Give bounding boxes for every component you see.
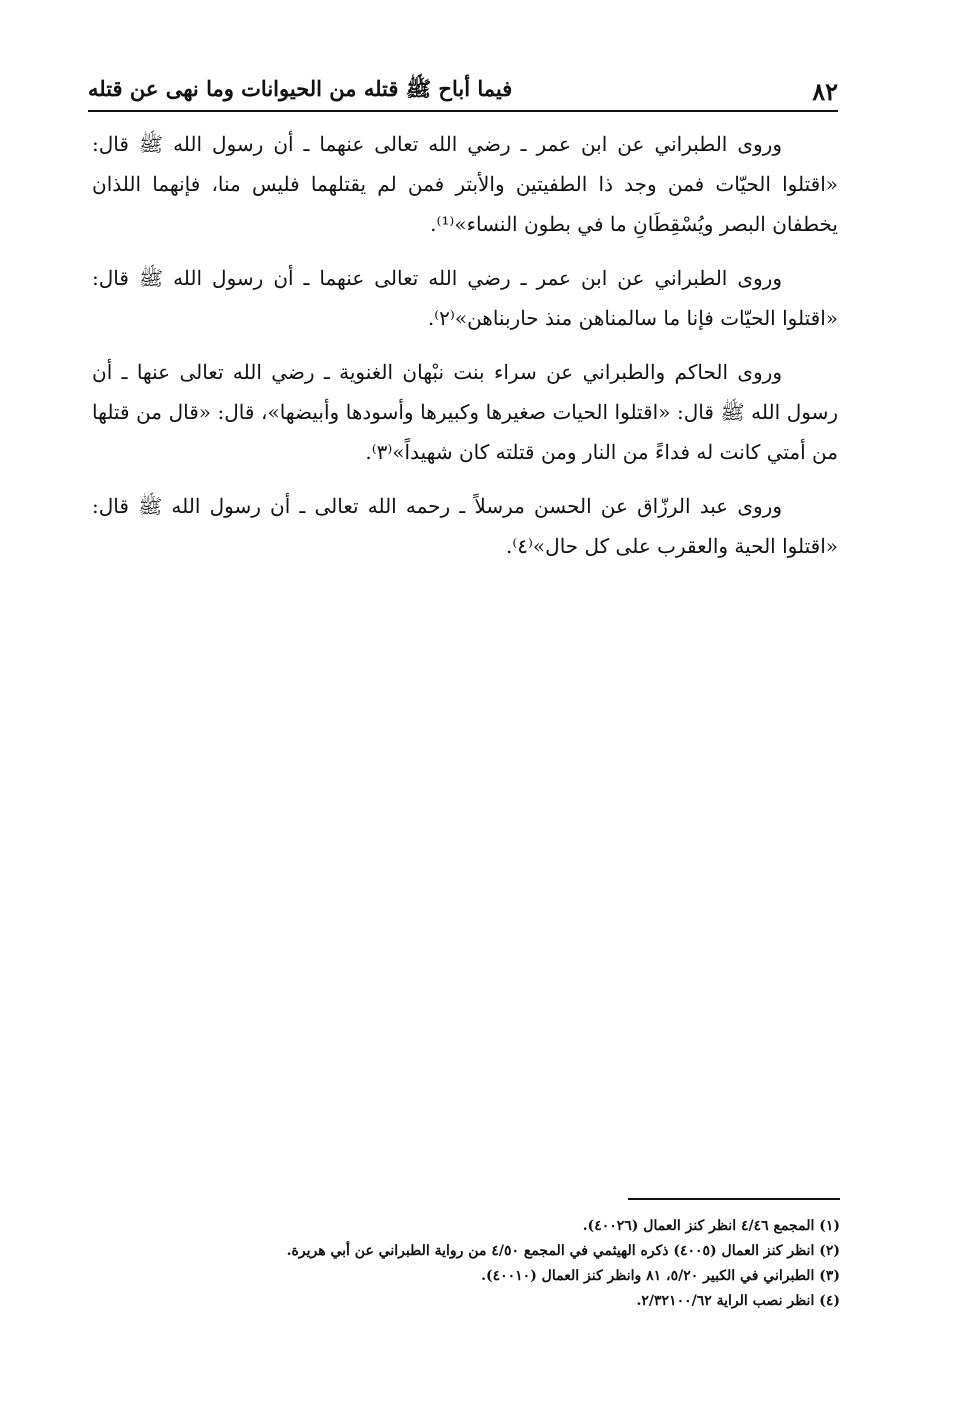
paragraph: وروى الحاكم والطبراني عن سراء بنت نبْهان الغنوية ـ رضي الله تعالى عنها ـ أن رسول الله ﷺ قال: «اقتلوا الحيات صغيرها وكبيرها وأسودها وأبيضها»، قال: «قال من قتلها من أمتي كانت له فداءً من النار ومن قتلته كان شهيداً»⁽٣⁾. xyxy=(92,360,838,464)
footnote: (٤) انظر نصب الراية ٢/٣٢١٠٠/٦٢. xyxy=(636,1293,840,1309)
footnote-divider xyxy=(628,1198,840,1200)
paragraph: وروى عبد الرزّاق عن الحسن مرسلاً ـ رحمه الله تعالى ـ أن رسول الله ﷺ قال: «اقتلوا الحية والعقرب على كل حال»⁽٤⁾. xyxy=(92,494,838,558)
footnotes xyxy=(160,1214,840,1314)
paragraph: وروى الطبراني عن ابن عمر ـ رضي الله تعالى عنهما ـ أن رسول الله ﷺ قال: «اقتلوا الحيّات فإنا ما سالمناهن منذ حاربناهن»⁽٢⁾. xyxy=(92,266,838,330)
body-text xyxy=(92,124,838,580)
footnote: (٢) انظر كنز العمال (٤٠٠٥) ذكره الهيثمي في المجمع ٤/٥٠ من رواية الطبراني عن أبي هريرة. xyxy=(286,1243,840,1259)
footnote: (١) المجمع ٤/٤٦ انظر كنز العمال (٤٠٠٢٦). xyxy=(582,1218,840,1234)
footnote: (٣) الطبراني في الكبير ٥/٢٠، ٨١ وانظر كنز العمال (٤٠٠١٠). xyxy=(481,1268,840,1284)
page-number: ٨٢ xyxy=(812,76,838,106)
paragraph: وروى الطبراني عن ابن عمر ـ رضي الله تعالى عنهما ـ أن رسول الله ﷺ قال: «اقتلوا الحيّات فمن وجد ذا الطفيتين والأبتر فمن لم يقتلهما فليس منا، فإنهما اللذان يخطفان البصر ويُسْقِطَانِ ما في بطون النساء»⁽¹⁾. xyxy=(92,132,838,236)
page-header xyxy=(88,72,838,112)
running-title: فيما أباح ﷺ قتله من الحيوانات وما نهى عن قتله xyxy=(88,75,513,101)
